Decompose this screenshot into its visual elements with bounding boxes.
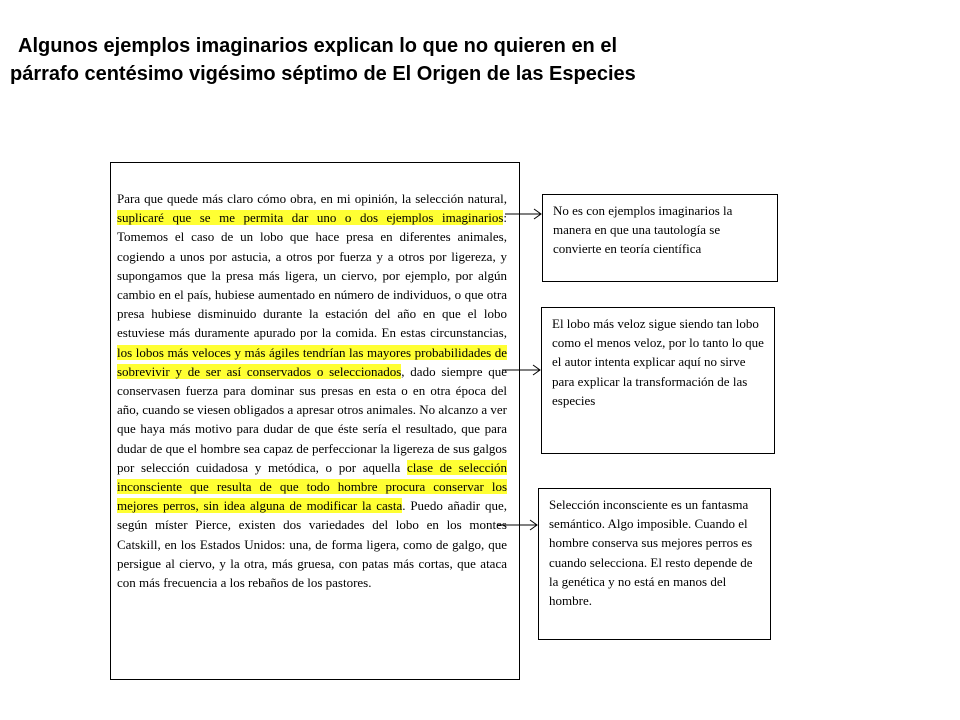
title-line-1: Algunos ejemplos imaginarios explican lo que no quieren en el [18, 35, 618, 57]
quote-segment: Para que quede más claro cómo obra, en mi opinión, la selección natural, [117, 191, 507, 206]
quote-highlight-3: clase de selección inconsciente que resulta de que todo hombre procura conservar los mejores perros, sin idea alguna de modificar la casta [117, 459, 507, 514]
quote-segment: , dado siempre que conservasen fuerza para dominar sus presas en esta o en otra época del año, cuando se viesen obligados a apresar otros animales. No alcanzo a ver que haya más motivo para dudar de que éste sería el resultado, que para dudar de que el hombre sea capaz de perfeccionar la ligereza de sus galgos por selección cuidadosa y metódica, o por aquella [117, 363, 507, 475]
quote-segment: : Tomemos el caso de un lobo que hace presa en diferentes animales, cogiendo a unos por astucia, a otros por fuerza y a otros por ligereza, y supongamos que la presa más ligera, un ciervo, por ejemplo, por algún cambio en el país, hubiese aumentado en número de individuos, o que otra presa hubiese disminuido durante la estación del año en que el lobo estuviese más duramente apurado por la comida. En estas circunstancias, [117, 210, 507, 341]
page-title [0, 32, 960, 88]
comment-box-1: No es con ejemplos imaginarios la manera en que una tautología se convierte en teoría científica [542, 194, 778, 282]
quote-highlight-1: suplicaré que se me permita dar uno o dos ejemplos imaginarios [117, 210, 504, 226]
quote-text [117, 189, 507, 592]
quote-segment: . Puedo añadir que, según míster Pierce, existen dos variedades del lobo en los montes Catskill, en los Estados Unidos: una, de forma ligera, como de galgo, que persigue al ciervo, y la otra, más gruesa, con patas más cortas, que ataca con más frecuencia a los rebaños de los pastores. [117, 498, 507, 591]
comment-box-2: El lobo más veloz sigue siendo tan lobo como el menos veloz, por lo tanto lo que el autor intenta explicar aquí no sirve para explicar la transformación de las especies [541, 307, 775, 454]
quote-highlight-2: los lobos más veloces y más ágiles tendrían las mayores probabilidades de sobrevivir y de ser así conservados o seleccionados [117, 344, 507, 379]
comment-box-3: Selección inconsciente es un fantasma semántico. Algo imposible. Cuando el hombre conserva sus mejores perros es cuando selecciona. El resto depende de la genética y no está en manos del hombre. [538, 488, 771, 640]
title-line-2: párrafo centésimo vigésimo séptimo de El Origen de las Especies [10, 63, 636, 85]
